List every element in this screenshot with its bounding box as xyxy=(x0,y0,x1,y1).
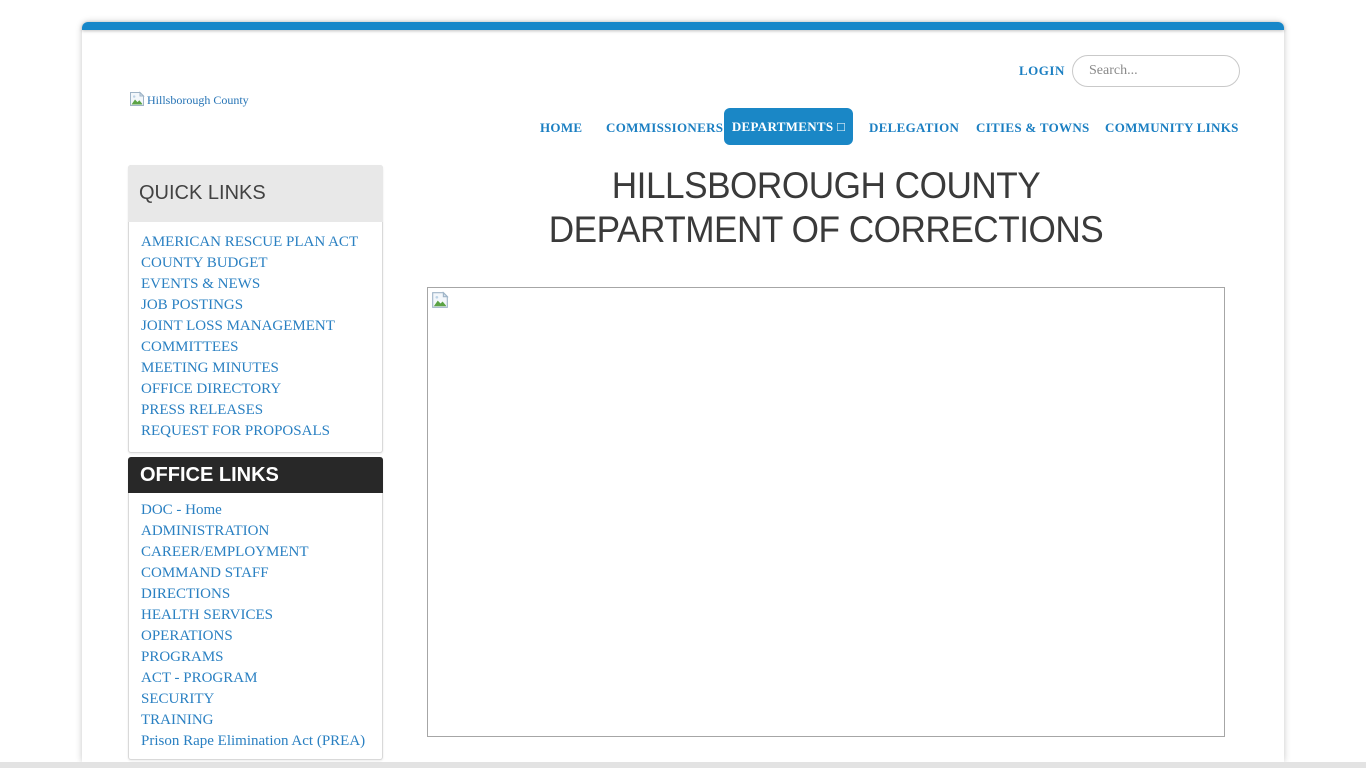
sidebar-link-administration[interactable]: ADMINISTRATION xyxy=(141,523,270,539)
nav-item-commissioners[interactable]: COMMISSIONERS xyxy=(606,120,724,135)
quick-links-panel xyxy=(128,165,383,453)
sidebar-link-press-releases[interactable]: PRESS RELEASES xyxy=(141,402,264,418)
sidebar-link-security[interactable]: SECURITY xyxy=(141,691,215,707)
sidebar-link-events-news[interactable]: EVENTS & NEWS xyxy=(141,276,261,292)
broken-image-icon xyxy=(431,291,449,309)
office-links-header: OFFICE LINKS xyxy=(128,457,383,493)
sidebar-link-operations[interactable]: OPERATIONS xyxy=(141,628,233,644)
list-item xyxy=(141,500,370,521)
sidebar-link-office-directory[interactable]: OFFICE DIRECTORY xyxy=(141,381,282,397)
site-logo-link[interactable] xyxy=(129,91,249,111)
quick-links-header: QUICK LINKS xyxy=(128,165,383,222)
office-links-panel xyxy=(128,457,383,760)
nav-item-community-links[interactable]: COMMUNITY LINKS xyxy=(1105,120,1239,135)
page-title-line1: HILLSBOROUGH COUNTY xyxy=(611,165,1041,206)
list-item xyxy=(141,253,370,274)
list-item xyxy=(141,379,370,400)
list-item xyxy=(141,731,370,752)
list-item xyxy=(141,521,370,542)
sidebar-link-act-program[interactable]: ACT - PROGRAM xyxy=(141,670,258,686)
list-item xyxy=(141,232,370,253)
search-input[interactable] xyxy=(1089,63,1219,79)
nav-item-cities-towns[interactable]: CITIES & TOWNS xyxy=(976,120,1090,135)
footer-strip xyxy=(0,762,1366,768)
sidebar-link-joint-loss-management[interactable]: JOINT LOSS MANAGEMENT COMMITTEES xyxy=(141,318,335,355)
content-image-placeholder xyxy=(427,287,1225,737)
list-item xyxy=(141,400,370,421)
sidebar-link-prea[interactable]: Prison Rape Elimination Act (PREA) xyxy=(141,733,366,749)
list-item xyxy=(141,563,370,584)
sidebar-link-directions[interactable]: DIRECTIONS xyxy=(141,586,231,602)
list-item xyxy=(141,421,370,442)
nav-item-home[interactable]: HOME xyxy=(540,120,583,135)
quick-links-list xyxy=(129,222,382,452)
sidebar-link-american-rescue-plan-act[interactable]: AMERICAN RESCUE PLAN ACT xyxy=(141,234,359,250)
list-item xyxy=(141,274,370,295)
nav-item-departments[interactable]: DEPARTMENTS □ xyxy=(724,108,853,145)
site-logo-text: Hillsborough County xyxy=(147,93,249,107)
list-item xyxy=(141,710,370,731)
sidebar-link-command-staff[interactable]: COMMAND STAFF xyxy=(141,565,269,581)
sidebar-link-programs[interactable]: PROGRAMS xyxy=(141,649,224,665)
list-item xyxy=(141,689,370,710)
list-item xyxy=(141,316,370,358)
sidebar-link-health-services[interactable]: HEALTH SERVICES xyxy=(141,607,274,623)
list-item xyxy=(141,542,370,563)
sidebar-link-job-postings[interactable]: JOB POSTINGS xyxy=(141,297,244,313)
sidebar-link-training[interactable]: TRAINING xyxy=(141,712,214,728)
list-item xyxy=(141,584,370,605)
sidebar-link-doc-home[interactable]: DOC - Home xyxy=(141,502,222,518)
page-title xyxy=(447,164,1205,252)
list-item xyxy=(141,668,370,689)
list-item xyxy=(141,626,370,647)
sidebar-link-request-for-proposals[interactable]: REQUEST FOR PROPOSALS xyxy=(141,423,330,439)
broken-image-icon xyxy=(129,91,145,111)
office-links-list xyxy=(129,493,382,759)
list-item xyxy=(141,647,370,668)
login-link[interactable]: LOGIN xyxy=(1019,63,1065,78)
sidebar-link-county-budget[interactable]: COUNTY BUDGET xyxy=(141,255,268,271)
list-item xyxy=(141,358,370,379)
list-item xyxy=(141,605,370,626)
sidebar-link-career-employment[interactable]: CAREER/EMPLOYMENT xyxy=(141,544,309,560)
page-title-line2: DEPARTMENT OF CORRECTIONS xyxy=(548,209,1104,250)
sidebar-link-meeting-minutes[interactable]: MEETING MINUTES xyxy=(141,360,279,376)
list-item xyxy=(141,295,370,316)
search-box xyxy=(1072,55,1240,87)
top-accent-bar xyxy=(82,22,1284,30)
nav-item-delegation[interactable]: DELEGATION xyxy=(869,120,960,135)
